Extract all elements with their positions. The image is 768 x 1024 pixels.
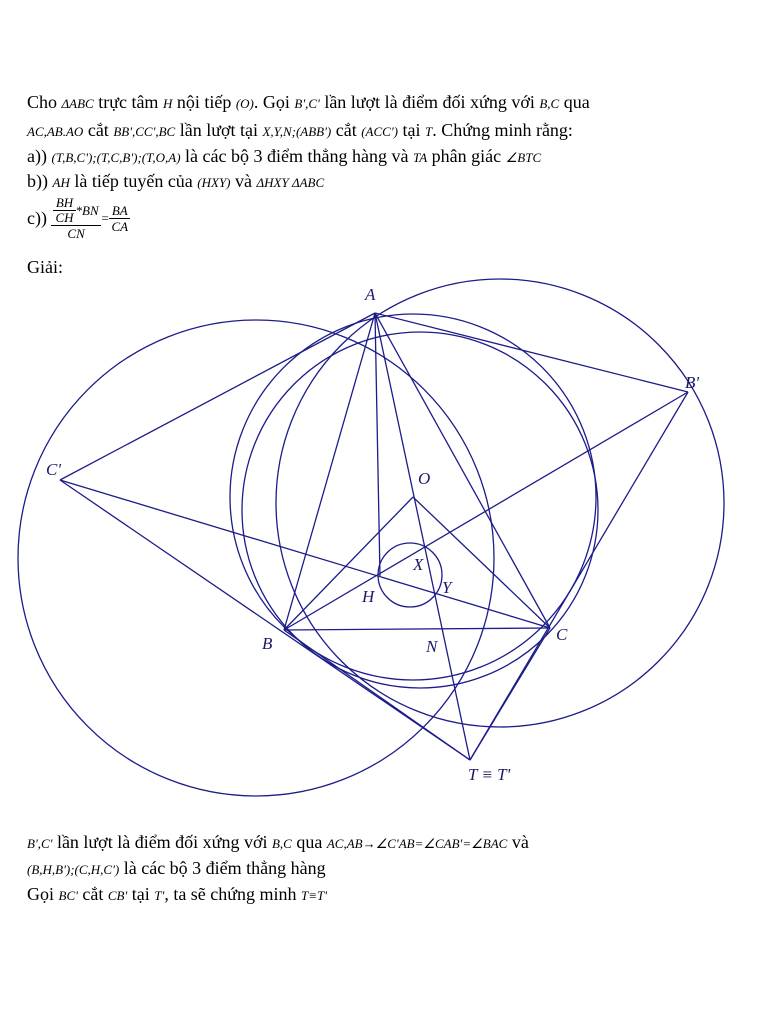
math: ΔABC	[288, 175, 325, 190]
text: tại	[127, 884, 155, 904]
math: (B,H,B');(C,H,C')	[27, 862, 120, 877]
math: AH	[52, 175, 70, 190]
math: X,Y,N;(ABB')	[262, 124, 332, 139]
math: AC,AB→∠C'AB=∠CAB'=∠BAC	[326, 836, 508, 851]
segment-c-t	[470, 628, 550, 760]
fraction-numerator: BA	[109, 203, 130, 219]
math: B,C	[271, 836, 292, 851]
text: là các bộ 3 điểm thẳng hàng và	[180, 146, 413, 166]
text: tại	[397, 120, 425, 140]
problem-line-1	[27, 92, 590, 113]
segment-a-t	[375, 313, 470, 760]
segment-b-bp	[284, 392, 688, 630]
fraction-denominator: CH	[55, 210, 74, 225]
math: B,C	[539, 96, 560, 111]
math: (O)	[235, 96, 254, 111]
fraction-left	[51, 196, 100, 241]
text: nội tiếp	[172, 92, 236, 112]
math: ∠BTC	[505, 150, 542, 165]
solution-line-3	[27, 884, 327, 905]
label-c: C	[556, 625, 568, 644]
problem-line-3	[27, 146, 541, 167]
label-b: B	[262, 634, 273, 653]
geometry-figure	[0, 270, 768, 830]
label-a: A	[365, 285, 376, 304]
label-t: T ≡ T'	[468, 765, 511, 784]
fraction-right	[109, 203, 130, 234]
text: là các bộ 3 điểm thẳng hàng	[119, 858, 326, 878]
label-x: X	[413, 555, 424, 574]
text: c))	[27, 208, 52, 228]
label-cp: C'	[46, 460, 61, 479]
math: CB'	[107, 888, 128, 903]
altitude-a-h	[375, 313, 380, 576]
math: (ACC')	[361, 124, 398, 139]
math: T'	[154, 888, 165, 903]
fraction-bh-ch	[53, 196, 75, 225]
label-o: O	[418, 469, 431, 488]
fraction-numerator: BH	[53, 196, 75, 211]
segment-a-c	[375, 313, 550, 628]
math: (T,B,C');(T,C,B');(T,O,A)	[51, 150, 181, 165]
problem-line-2	[27, 120, 573, 141]
text: cắt	[83, 120, 114, 140]
text: là tiếp tuyến của	[69, 171, 198, 191]
segment-b-t	[284, 630, 470, 760]
math: B',C'	[27, 836, 53, 851]
segment-b-c	[284, 628, 550, 630]
math: T	[424, 124, 433, 139]
text: và	[230, 171, 257, 191]
math: ΔHXY	[256, 175, 289, 190]
math: AC,AB.AO	[27, 124, 84, 139]
math: BC'	[58, 888, 78, 903]
math: ΔABC	[61, 96, 94, 111]
text: qua	[559, 92, 590, 112]
giai-heading: Giải:	[27, 257, 63, 277]
math: T≡T'	[301, 888, 328, 903]
label-bp: B'	[685, 373, 700, 392]
text: Gọi	[27, 884, 59, 904]
math: TA	[412, 150, 428, 165]
text: cắt	[331, 120, 362, 140]
problem-line-4	[27, 171, 324, 192]
text: trực tâm	[93, 92, 163, 112]
segment-a-cp	[60, 313, 375, 480]
text: . Gọi	[253, 92, 295, 112]
text: b))	[27, 171, 53, 191]
text: và	[507, 832, 529, 852]
solution-line-2	[27, 858, 326, 879]
math: *BN	[75, 203, 99, 218]
equals-sign: =	[100, 210, 110, 226]
text: cắt	[77, 884, 108, 904]
fraction-denominator: CA	[111, 219, 129, 234]
label-n: N	[426, 637, 438, 656]
circle-hxy	[378, 543, 442, 607]
text: Cho	[27, 92, 62, 112]
text: lần lượt là điểm đối xứng với	[319, 92, 540, 112]
segment-cp-t	[60, 480, 470, 760]
math: B',C'	[294, 96, 320, 111]
text: qua	[291, 832, 327, 852]
math: BB',CC',BC	[113, 124, 176, 139]
text: lần lượt tại	[175, 120, 263, 140]
solution-line-1	[27, 832, 529, 853]
segment-cp-c	[60, 480, 550, 628]
math: (HXY)	[197, 175, 231, 190]
text: phân giác	[427, 146, 506, 166]
text: a))	[27, 146, 52, 166]
label-y: Y	[442, 578, 452, 597]
text: . Chứng minh rằng:	[432, 120, 573, 140]
fraction-denominator: CN	[67, 226, 85, 241]
problem-line-5	[27, 196, 130, 241]
segment-o-c	[413, 497, 550, 628]
label-h: H	[362, 587, 375, 606]
segment-a-bp	[375, 313, 688, 392]
text: lần lượt là điểm đối xứng với	[52, 832, 272, 852]
text: , ta sẽ chứng minh	[164, 884, 302, 904]
math: H	[162, 96, 173, 111]
